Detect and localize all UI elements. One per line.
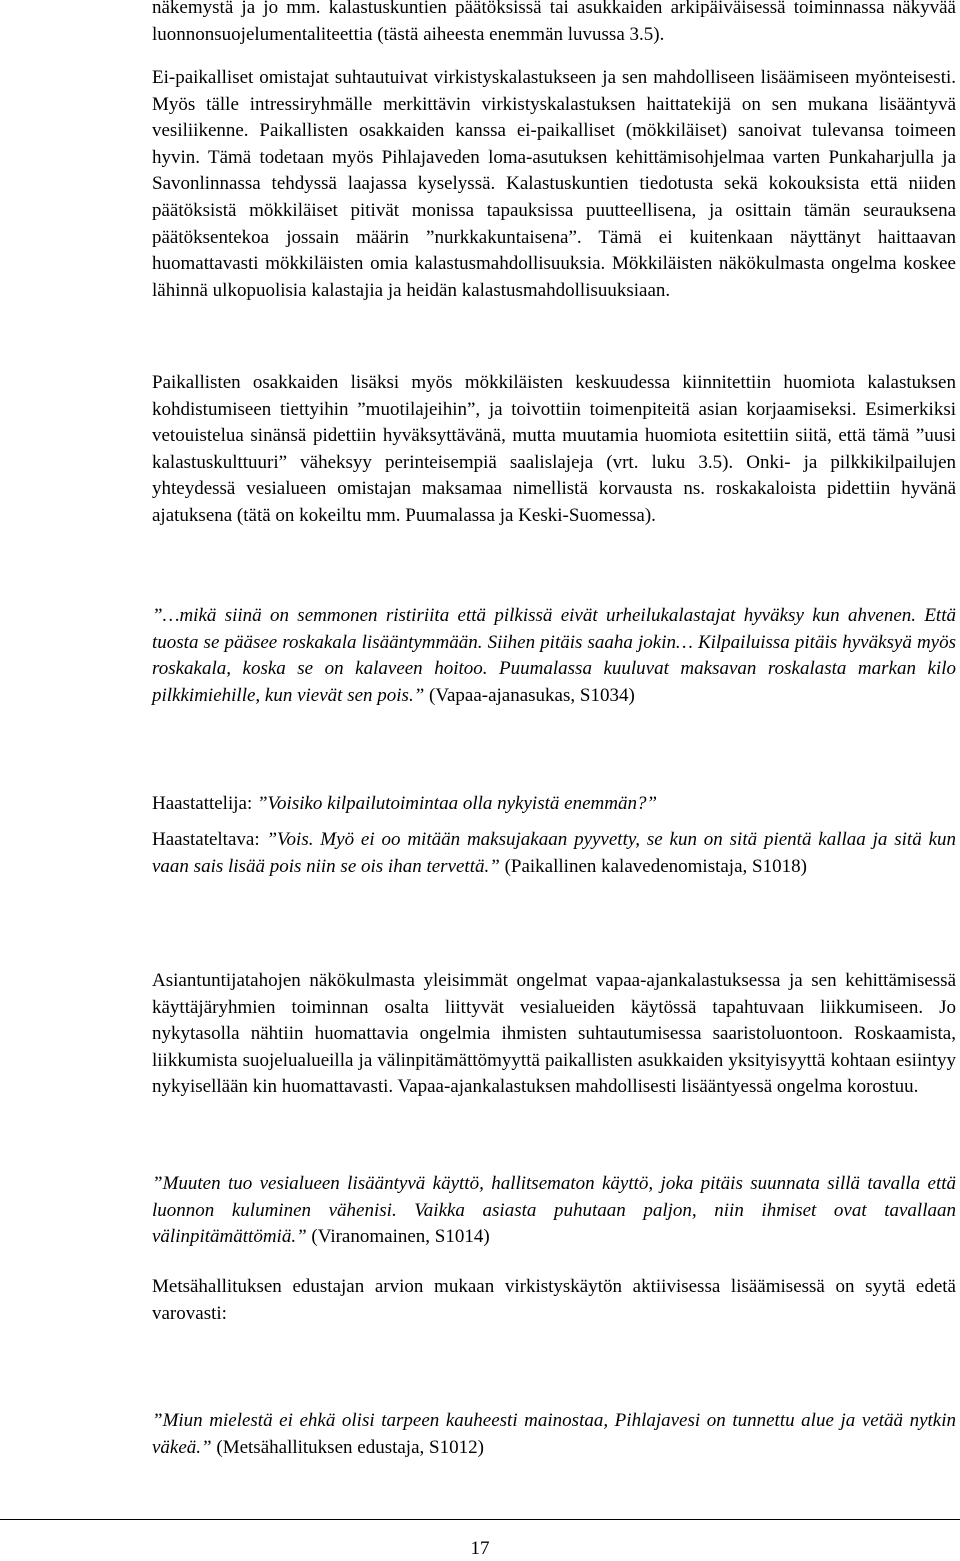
paragraph-metsahallitus: Metsähallituksen edustajan arvion mukaan virkistyskäytön aktiivisessa lisäämisessä on syytä edetä varovasti: bbox=[152, 1276, 956, 1324]
quote-viranomainen bbox=[152, 1171, 956, 1251]
paragraph-continued: näkemystä ja jo mm. kalastuskuntien päätöksissä tai asukkaiden arkipäiväisessä toiminnassa näkyvää luonnonsuojelumentaliteettia (tästä aiheesta enemmän luvussa 3.5). bbox=[152, 0, 956, 45]
paragraph-experts: Asiantuntijatahojen näkökulmasta yleisimmät ongelmat vapaa-ajankalastuksessa ja sen kehittämisessä käyttäjäryhmien toiminnan osalta liittyvät vesialueiden käytössä tapahtuvaan liikkumiseen. Jo nykytasolla nähtiin huomattavia ongelmia ihmisten suhtautumisessa saaristoluontoon. Roskaamista, liikkumista suojelualueilla ja välinpitämättömyyttä paikallisten asukkaiden yksityisyyttä kohtaan esiintyy nykyisellään kin huomattavasti. Vapaa-ajankalastuksen mahdollisesti lisääntyessä ongelma korostuu. bbox=[152, 970, 956, 1098]
quote-source: (Metsähallituksen edustaja, S1012) bbox=[216, 1436, 484, 1458]
quote-source: (Viranomainen, S1014) bbox=[311, 1226, 490, 1248]
paragraph-non-local-owners: Ei-paikalliset omistajat suhtautuivat virkistyskalastukseen ja sen mahdolliseen lisäämiseen myönteisesti. Myös tälle intressiryhmälle merkittävin virkistyskalastuksen haittatekijä on sen mukana lisääntyvä vesiliikenne. Paikallisten osakkaiden kanssa ei-paikalliset (mökkiläiset) sanoivat tulevansa toimeen hyvin. Tämä todetaan myös Pihlajaveden loma-asutuksen kehittämisohjelmaa varten Punkaharjulla ja Savonlinnassa tehdyssä laajassa kyselyssä. Kalastuskuntien tiedotusta sekä kokouksista että niiden päätöksistä mökkiläiset pitivät monissa tapauksissa puutteellisena, ja osittain tämän seurauksena päätöksentekoa jossain määrin ”nurkkakuntaisena”. Tämä ei kuitenkaan näyttänyt haittaavan huomattavasti mökkiläisten omia kalastusmahdollisuuksia. Mökkiläisten näkökulmasta ongelma koskee lähinnä ulkopuolisia kalastajia ja heidän kalastusmahdollisuuksiaan. bbox=[152, 67, 956, 301]
quote-text: ”Muuten tuo vesialueen lisääntyvä käyttö, hallitsematon käyttö, joka pitäis suunnata sillä tavalla että luonnon kuluminen vähenisi. Vaikka asiasta puhutaan paljon, niin ihmiset ovat tavallaan välinpitämättömiä.” bbox=[152, 1173, 956, 1248]
quote-vapaa-ajanasukas bbox=[152, 603, 956, 709]
interview-question bbox=[152, 791, 956, 818]
interview-answer bbox=[152, 827, 956, 880]
paragraph-local-shareholders: Paikallisten osakkaiden lisäksi myös mökkiläisten keskuudessa kiinnitettiin huomiota kalastuksen kohdistumiseen tiettyihin ”muotilajeihin”, ja toivottiin toimenpiteitä asian korjaamiseksi. Esimerkiksi vetouistelua sinänsä pidettiin hyväksyttävänä, mutta muutamia huomiota esitettiin siitä, että tämä ”uusi kalastuskulttuuri” väheksyy perinteisempiä saalislajeja (vrt. luku 3.5). Onki- ja pilkkikilpailujen yhteydessä vesialueen omistajan maksamaa nimellistä korvausta ns. roskakaloista pidettiin hyvänä ajatuksena (tätä on kokeiltu mm. Puumalassa ja Keski-Suomessa). bbox=[152, 372, 956, 526]
quote-metsahallitus bbox=[152, 1408, 956, 1461]
quote-source: (Paikallinen kalavedenomistaja, S1018) bbox=[504, 855, 807, 877]
interviewee-label: Haastateltava: bbox=[152, 829, 260, 850]
quote-source: (Vapaa-ajanasukas, S1034) bbox=[429, 684, 635, 706]
footer-divider bbox=[0, 1519, 960, 1520]
interviewer-label: Haastattelija: bbox=[152, 793, 253, 814]
interviewee-answer-text: ”Vois. Myö ei oo mitään maksujakaan pyyvetty, se kun on sitä pientä kallaa ja sitä kun vaan sais lisää pois niin se ois ihan tervettä.” bbox=[152, 829, 956, 877]
quote-text: ”…mikä siinä on semmonen ristiriita että pilkissä eivät urheilukalastajat hyväksy kun ahvenen. Että tuosta se pääsee roskakala lisääntymmään. Siihen pitäis saaha jokin… Kilpailuissa pitäis hyväksyä myös roskakala, koska se on kalaveen hoitoo. Puumalassa kuuluvat maksavan roskalasta markan kilo pilkkimiehille, kun vievät sen pois.” bbox=[152, 605, 956, 706]
page-number: 17 bbox=[470, 1538, 490, 1559]
quote-text: ”Miun mielestä ei ehkä olisi tarpeen kauheesti mainostaa, Pihlajavesi on tunnettu alue ja vetää nytkin väkeä.” bbox=[152, 1410, 956, 1458]
interviewer-question-text: ”Voisiko kilpailutoimintaa olla nykyistä enemmän?” bbox=[256, 793, 658, 814]
